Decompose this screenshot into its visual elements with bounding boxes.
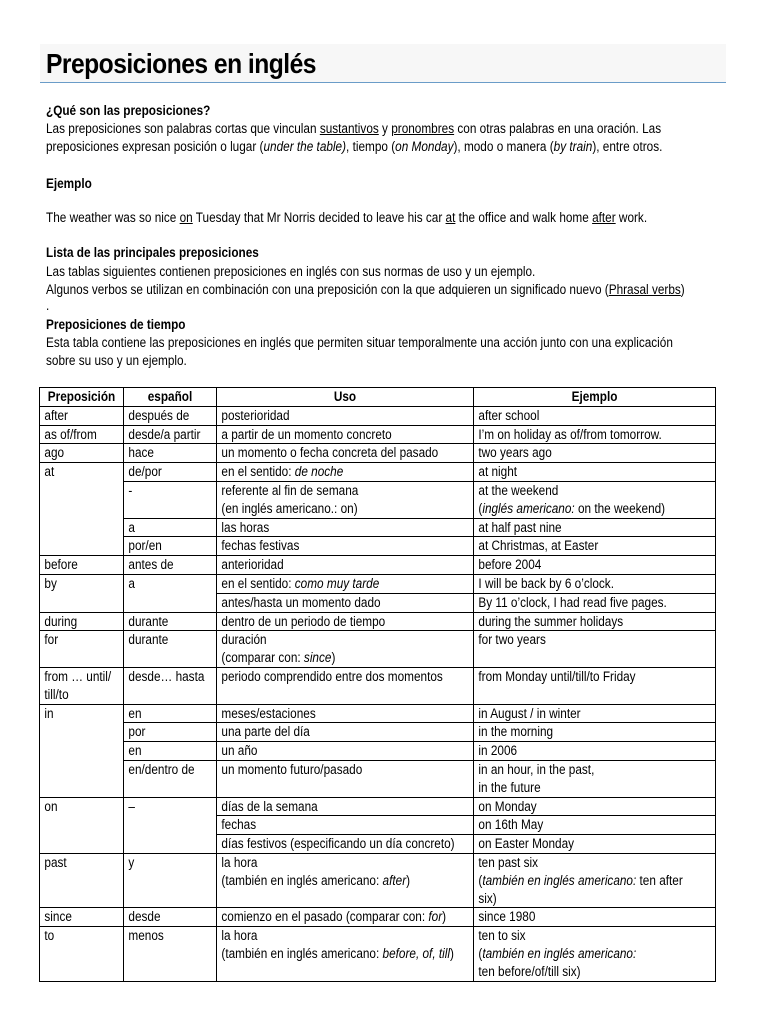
table-header-row <box>40 388 716 407</box>
table-row: in en meses/estaciones in August / in winter <box>40 704 716 723</box>
table-row: ago hace un momento o fecha concreta del pasado two years ago <box>40 444 716 463</box>
what-are-prepositions-heading: ¿Qué son las preposiciones? <box>46 103 211 118</box>
table-row: to menos la hora (también en inglés americano: before, of, till) ten to six (también en inglés americano: ten before/of/till six) <box>40 927 716 981</box>
example-heading: Ejemplo <box>46 176 92 191</box>
list-line-1: Las tablas siguientes contienen preposiciones en inglés con sus normas de uso y un ejemplo. <box>46 264 536 279</box>
list-line-3: . <box>46 298 50 313</box>
table-row: past y la hora (también en inglés americano: after) ten past six (también en inglés americano: ten after six) <box>40 853 716 907</box>
table-row: by a en el sentido: como muy tarde I will be back by 6 o’clock. <box>40 574 716 593</box>
table-row: días festivos (especificando un día concreto) on Easter Monday <box>40 835 716 854</box>
intro-line-1: Las preposiciones son palabras cortas que vinculan sustantivos y pronombres con otras palabras en una oración. Las <box>46 121 662 136</box>
col-header: Uso <box>217 388 474 407</box>
page-title: Preposiciones en inglés <box>46 48 316 79</box>
table-row: en/dentro de un momento futuro/pasado in an hour, in the past, in the future <box>40 760 716 797</box>
time-prepositions-heading: Preposiciones de tiempo <box>46 317 186 332</box>
prepositions-table <box>39 387 716 982</box>
link-sustantivos[interactable]: sustantivos <box>319 121 379 136</box>
intro-line-2: preposiciones expresan posición o lugar (under the table), tiempo (on Monday), modo o manera (by train), entre otros. <box>46 139 663 154</box>
link-pronombres[interactable]: pronombres <box>391 121 455 136</box>
table-row: fechas on 16th May <box>40 816 716 835</box>
col-header: español <box>124 388 217 407</box>
table-row: at de/por en el sentido: de noche at night <box>40 463 716 482</box>
table-row: for durante duración (comparar con: since) for two years <box>40 631 716 668</box>
main-prepositions-heading: Lista de las principales preposiciones <box>46 245 259 260</box>
table-row: as of/from desde/a partir a partir de un momento concreto I’m on holiday as of/from tomorrow. <box>40 425 716 444</box>
table-row: por/en fechas festivas at Christmas, at Easter <box>40 537 716 556</box>
list-line-2: Algunos verbos se utilizan en combinación con una preposición con la que adquieren un significado nuevo (Phrasal verbs) <box>46 282 685 297</box>
table-row: after después de posterioridad after school <box>40 406 716 425</box>
table-row: - referente al fin de semana (en inglés americano.: on) at the weekend (inglés americano: on the weekend) <box>40 481 716 518</box>
table-row: a las horas at half past nine <box>40 518 716 537</box>
table-row: en un año in 2006 <box>40 742 716 761</box>
col-header: Preposición <box>40 388 124 407</box>
table-row: since desde comienzo en el pasado (comparar con: for) since 1980 <box>40 908 716 927</box>
table-row: during durante dentro de un periodo de tiempo during the summer holidays <box>40 612 716 631</box>
table-row: on – días de la semana on Monday <box>40 797 716 816</box>
example-sentence: The weather was so nice on Tuesday that Mr Norris decided to leave his car at the office and walk home after work. <box>46 210 648 225</box>
table-row: antes/hasta un momento dado By 11 o’clock, I had read five pages. <box>40 593 716 612</box>
table-row: from … until/ till/to desde… hasta periodo comprendido entre dos momentos from Monday until/till/to Friday <box>40 667 716 704</box>
table-row: por una parte del día in the morning <box>40 723 716 742</box>
link-phrasal-verbs[interactable]: Phrasal verbs <box>608 282 681 297</box>
time-line-2: sobre su uso y un ejemplo. <box>46 353 187 368</box>
table-row: before antes de anterioridad before 2004 <box>40 556 716 575</box>
time-line-1: Esta tabla contiene las preposiciones en inglés que permiten situar temporalmente una acción junto con una explicación <box>46 335 673 350</box>
col-header: Ejemplo <box>474 388 716 407</box>
